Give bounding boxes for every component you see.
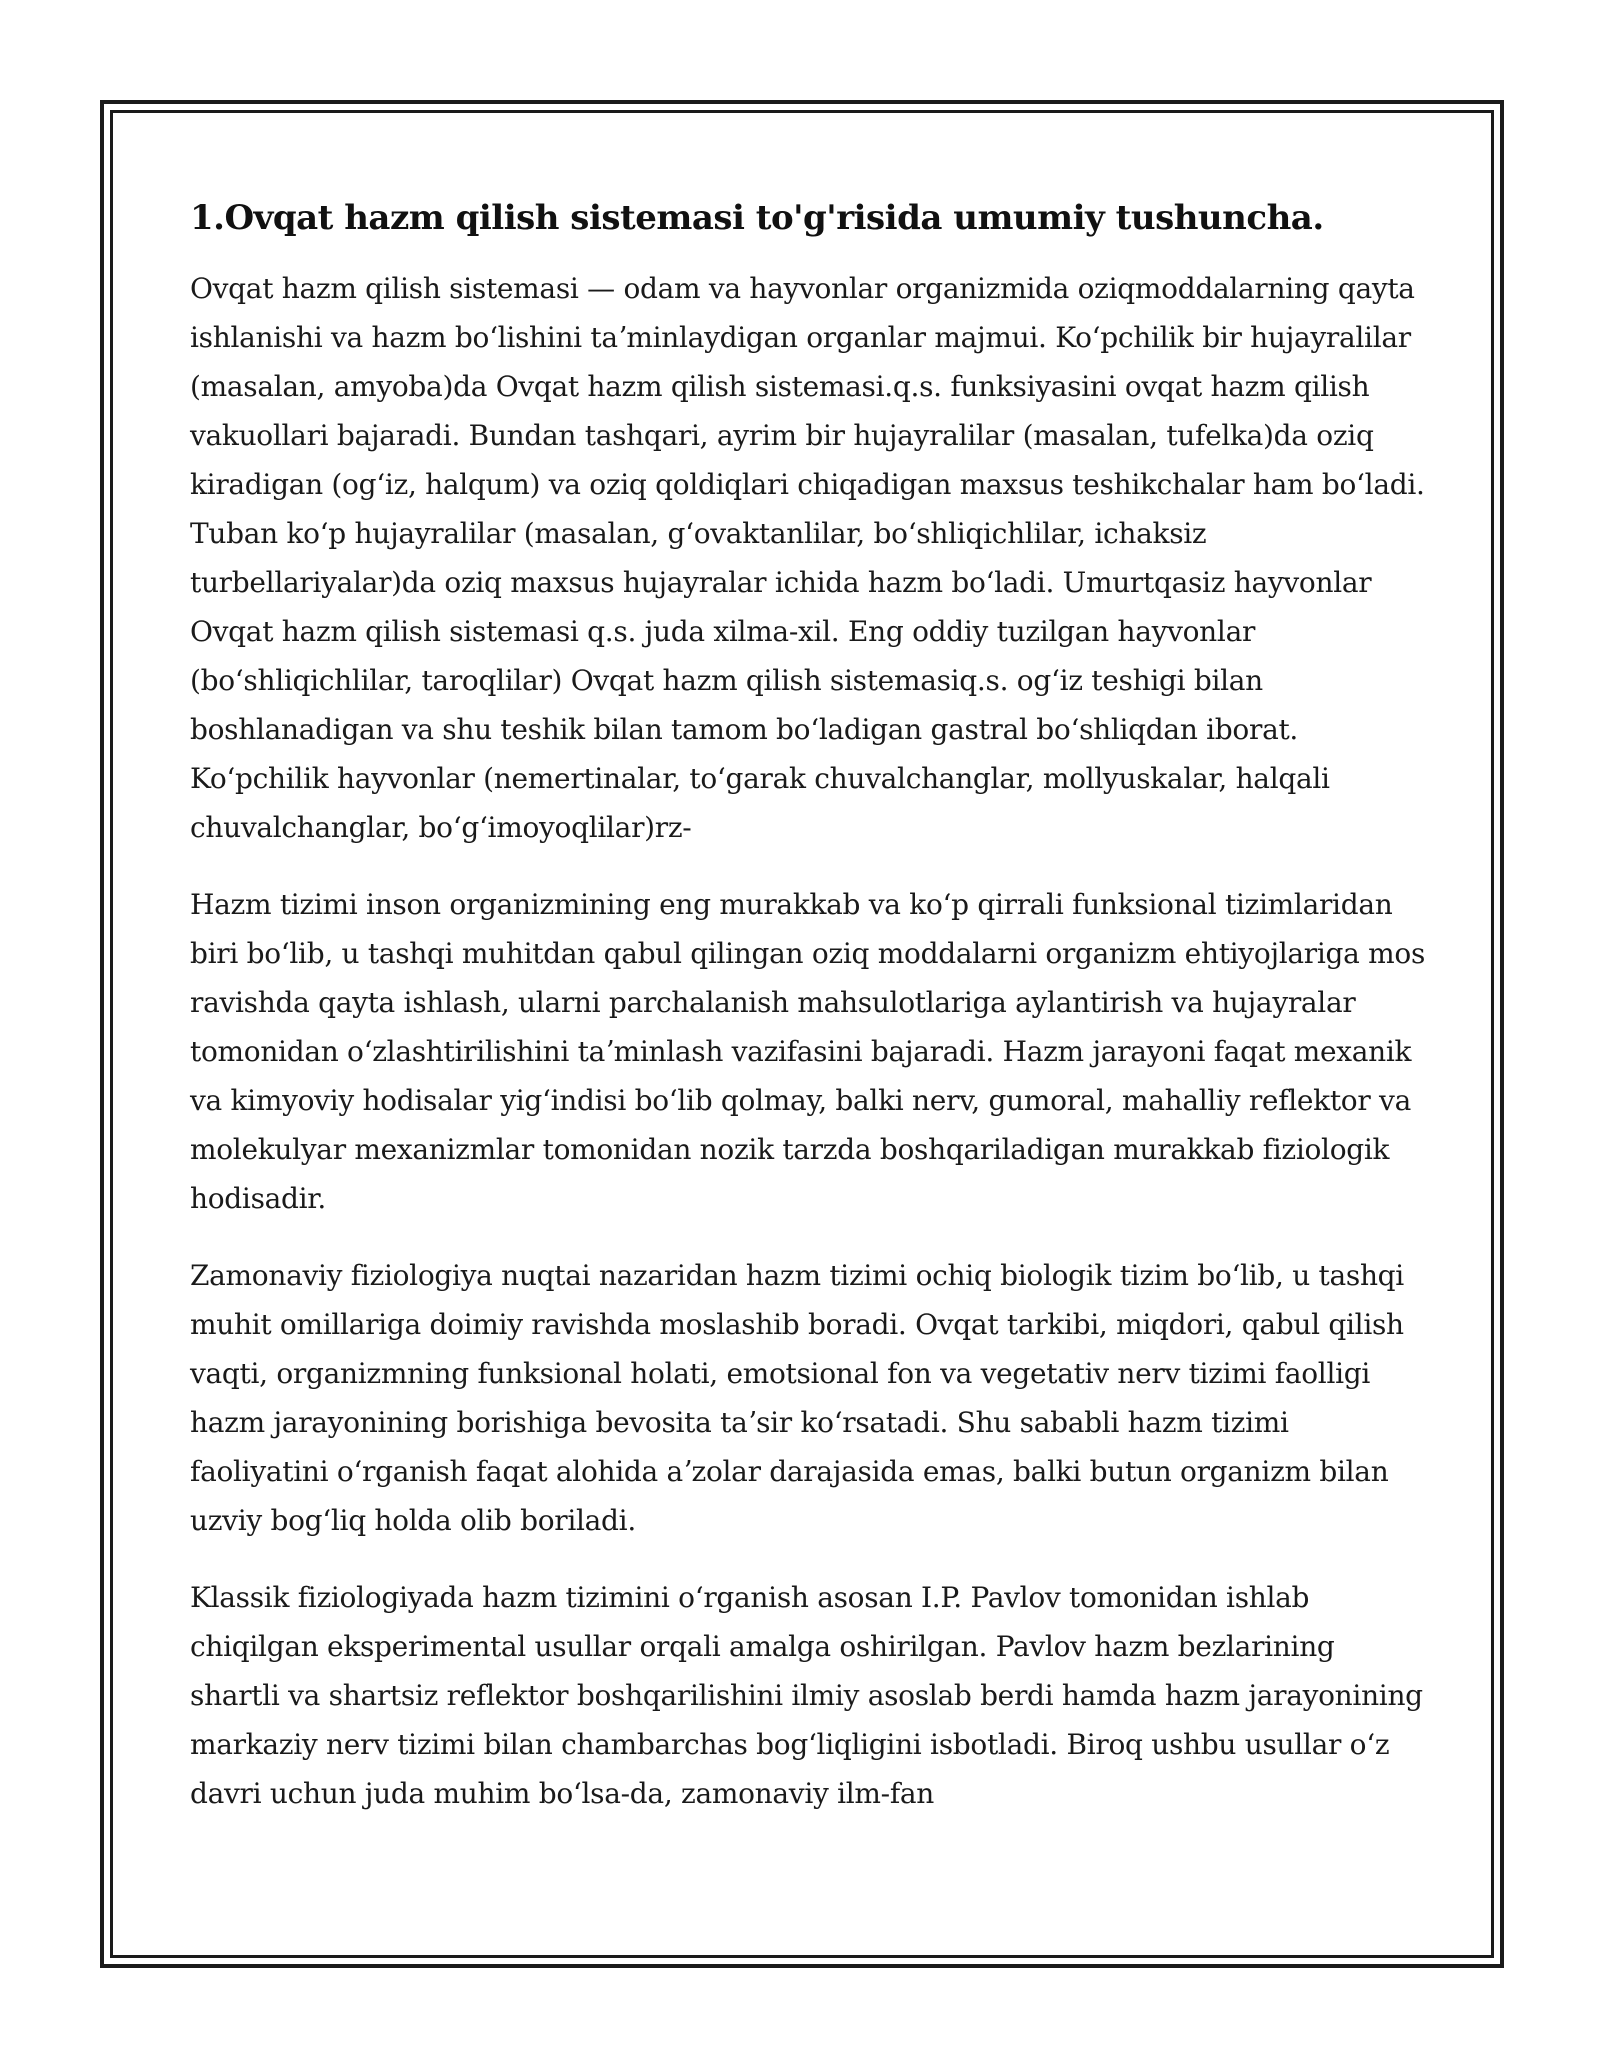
document-heading: 1.Ovqat hazm qilish sistemasi to'g'risida umumiy tushuncha. (190, 198, 1324, 238)
paragraph-4: Klassik fiziologiyada hazm tizimini oʻrganish asosan I.P. Pavlov tomonidan ishlab chiqilgan eksperimental usullar orqali amalga oshirilgan. Pavlov hazm bezlarining shartli va shartsiz reflektor boshqarilishini ilmiy asoslab berdi hamda hazm jarayonining markaziy nerv tizimi bilan chambarchas bogʻliqligini isbotladi. Biroq ushbu usullar oʻz davri uchun juda muhim boʻlsa-da, zamonaviy ilm-fan (190, 1581, 1423, 1811)
paragraph-1: Ovqat hazm qilish sistemasi — odam va hayvonlar organizmida oziqmoddalarning qayta ishlanishi va hazm boʻlishini taʼminlaydigan organlar majmui. Koʻpchilik bir hujayralilar (masalan, amyoba)da Ovqat hazm qilish sistemasi.q.s. funksiyasini ovqat hazm qilish vakuollari bajaradi. Bundan tashqari, ayrim bir hujayralilar (masalan, tufelka)da oziq kiradigan (ogʻiz, halqum) va oziq qoldiqlari chiqadigan maxsus teshikchalar ham boʻladi. Tuban koʻp hujayralilar (masalan, gʻovaktanlilar, boʻshliqichlilar, ichaksiz turbellariyalar)da oziq maxsus hujayralar ichida hazm boʻladi. Umurtqasiz hayvonlar Ovqat hazm qilish sistemasi q.s. juda xilma-xil. Eng oddiy tuzilgan hayvonlar (boʻshliqichlilar, taroqlilar) Ovqat hazm qilish sistemasiq.s. ogʻiz teshigi bilan boshlanadigan va shu teshik bilan tamom boʻladigan gastral boʻshliqdan iborat. Koʻpchilik hayvonlar (nemertinalar, toʻgarak chuvalchanglar, mollyuskalar, halqali chuvalchanglar, boʻgʻimoyoqlilar)rz- (190, 272, 1425, 845)
page-border-outer (100, 100, 1504, 1968)
paragraph-2: Hazm tizimi inson organizmining eng murakkab va koʻp qirrali funksional tizimlaridan biri boʻlib, u tashqi muhitdan qabul qilingan oziq moddalarni organizm ehtiyojlariga mos ravishda qayta ishlash, ularni parchalanish mahsulotlariga aylantirish va hujayralar tomonidan oʻzlashtirilishini taʼminlash vazifasini bajaradi. Hazm jarayoni faqat mexanik va kimyoviy hodisalar yigʻindisi boʻlib qolmay, balki nerv, gumoral, mahalliy reflektor va molekulyar mexanizmlar tomonidan nozik tarzda boshqariladigan murakkab fiziologik hodisadir. (190, 888, 1426, 1216)
document-body (190, 196, 1430, 1846)
paragraph-3: Zamonaviy fiziologiya nuqtai nazaridan hazm tizimi ochiq biologik tizim boʻlib, u tashqi muhit omillariga doimiy ravishda moslashib boradi. Ovqat tarkibi, miqdori, qabul qilish vaqti, organizmning funksional holati, emotsional fon va vegetativ nerv tizimi faolligi hazm jarayonining borishiga bevosita taʼsir koʻrsatadi. Shu sababli hazm tizimi faoliyatini oʻrganish faqat alohida aʼzolar darajasida emas, balki butun organizm bilan uzviy bogʻliq holda olib boriladi. (190, 1259, 1404, 1538)
